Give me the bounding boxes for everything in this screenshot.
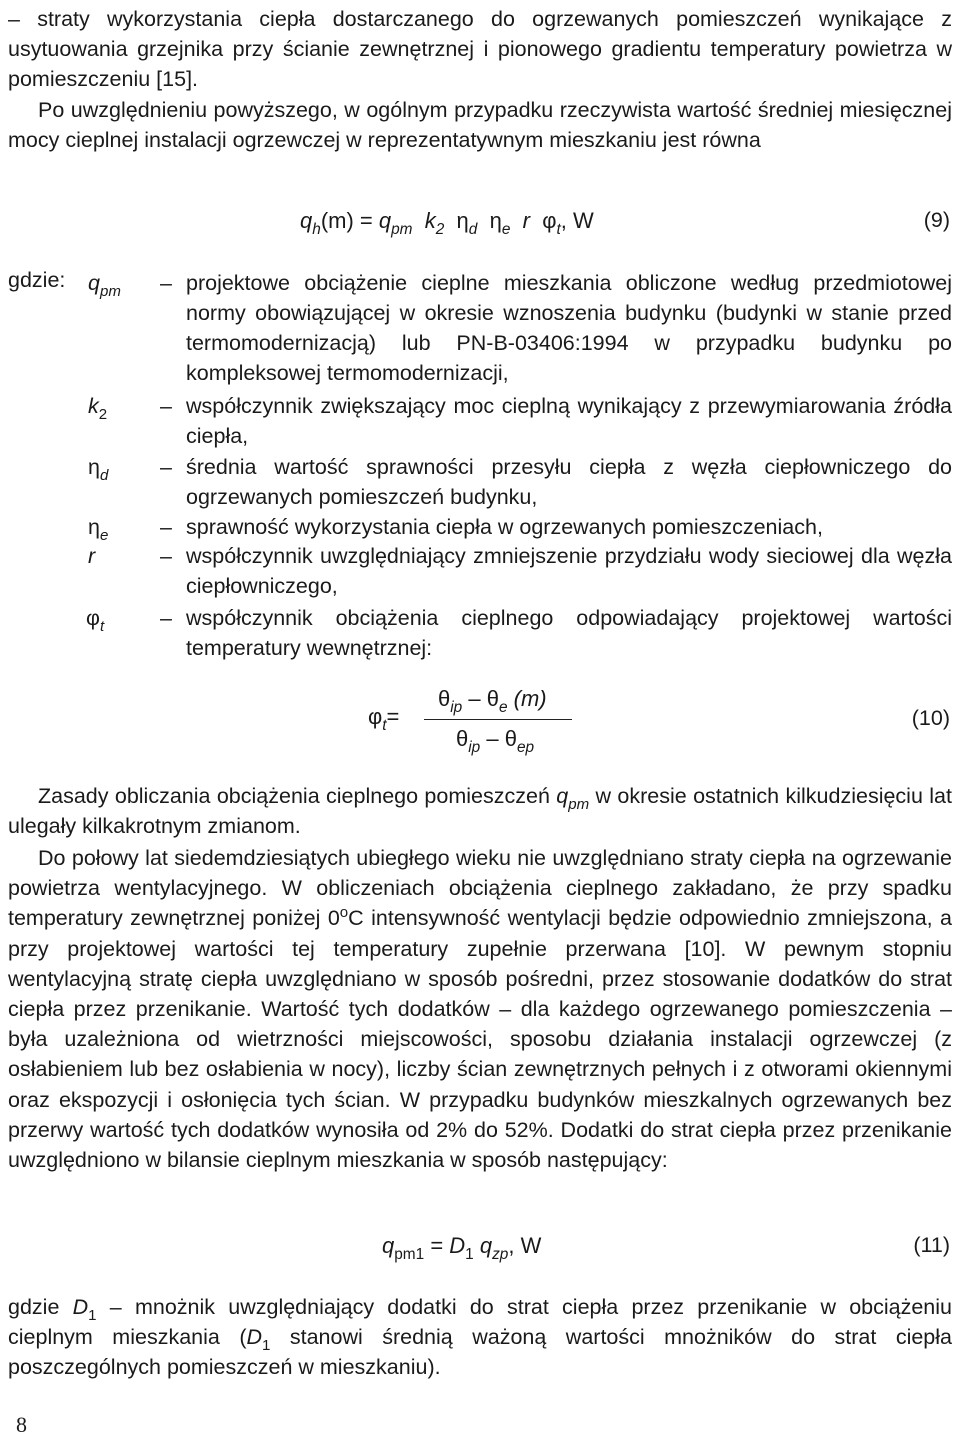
equation-9: $q_h(m) = q_{pm}$ $k_2$ $\eta_d$ $\eta_e$ r $\varphi_t$, W [300,208,594,238]
paragraph-history: Do połowy lat siedemdziesiątych ubiegłego wieku nie uwzględniano straty ciepła na ogrzewanie powietrza wentylacyjnego. W obliczeniach obciążenia cieplnego zakładano, że przy spadku temperatury zewnętrznej poniżej 0$^o$C intensywność wentylacji będzie odpowiednio zmniejszona, a przy projektowej wartości tej temperatury zupełnie przerwana [10]. W pewnym stopniu wentylacyjną stratę ciepła uwzględniano w sposób pośredni, przez stosowanie dodatków do strat ciepła przez przenikanie. Wartość tych dodatków – dla każdego ogrzewanego pomieszczenia – była uzależniona od wietrzności miejscowości, sposobu działania instalacji ogrzewczej (z osłabieniem lub bez osłabienia w nocy), liczby ścian zewnętrznych pełnych i z otworami okiennymi oraz ekspozycji i osłonięcia tych ścian. W przypadku budynków mieszkalnych ogrzewanych bez przerwy wartość tych dodatków wynosiła od 2% do 52%. Dodatki do strat ciepła przez przenikanie uwzględniono w bilansie cieplnym mieszkania w sposób następujący: [8,846,953,1173]
top-paragraph: – straty wykorzystania ciepła dostarczanego do ogrzewanych pomieszczeń wynikające z usytuowania grzejnika przy ścianie zewnętrznej i pionowego gradientu temperatury powietrza w pomieszczeniu [15]. [8,7,952,92]
equation-11: $q_{pm1} = D_1$ $q_{zp}$, W [382,1233,542,1263]
intro-paragraph: Po uwzględnieniu powyższego, w ogólnym przypadku rzeczywista wartość średniej miesięcznej mocy cieplnej instalacji ogrzewczej w reprezentatywnym mieszkaniu jest równa [8,98,952,153]
equation-10-number: (10) [911,706,950,730]
fraction-bar [424,719,572,720]
equation-9-number: (9) [923,208,950,232]
equation-10-denominator: $\theta_{ip} - \theta_{ep}$ [456,726,535,756]
equation-11-number: (11) [913,1233,950,1257]
page-number: 8 [16,1412,27,1437]
paragraph-rules: Zasady obliczania obciążenia cieplnego pomieszczeń $q_{pm}$ w okresie ostatnich kilkudziesięciu lat ulegały kilkakrotnym zmianom. [8,784,952,839]
definitions-lead: gdzie: [8,268,66,292]
equation-10-numerator: $\theta_{ip} - \theta_e$ (m) [438,686,547,716]
paragraph-d1-definition: gdzie $D_1$ – mnożnik uwzględniający dodatki do strat ciepła przez przenikanie w obciążeniu cieplnym mieszkania ($D_1$ stanowi średnią ważoną wartości mnożników do strat ciepła poszczególnych pomieszczeń w mieszkaniu). [8,1295,952,1380]
document-page: – straty wykorzystania ciepła dostarczanego do ogrzewanych pomieszczeń wynikające z usytuowania grzejnika przy ścianie zewnętrznej i pionowego gradientu temperatury powietrza w pomieszczeniu [15]. Po uwzględnieniu powyższego, w ogólnym przypadku rzeczywista wartość średniej miesięcznej mocy cieplnej instalacji ogrzewczej w reprezentatywnym mieszkaniu jest równa $q_h(m) = q_{pm}$ $k_2$ $\eta_d$ $\eta_e$ r $\varphi_t$, W (9) gdzie: $q_{pm}$ – projektowe obciążenie cieplne mieszkania obliczone według przedmiotowej normy obowiązującej w okresie wznoszenia budynku (budynki w stanie przed termomodernizacją) lub PN-B-03406:1994 w przypadku budynku po kompleksowej termomodernizacji, $k_2$ – współczynnik zwiększający moc cieplną wynikający z przewymiarowania źródła ciepła, $\eta_d$ – średnia wartość sprawności przesyłu ciepła z węzła ciepłowniczego do ogrzewanych pomieszczeń budynku, $\eta_e$ – sprawność wykorzystania ciepła w ogrzewanych pomieszczeniach, r – współczynnik uwzględniający zmniejszenie przydziału wody sieciowej dla węzła ciepłowniczego, $\varphi_t$ – współczynnik obciążenia cieplnego odpowiadający projektowej wartości temperatury wewnętrznej: $\varphi_t=$ $\theta_{ip} - \theta_e$ (m) $\theta_{ip} - \theta_{ep}$ (10) Zasady obliczania obciążenia cieplnego pomieszczeń $q_{pm}$ w okresie ostatnich kilkudziesięciu lat ulegały kilkakrotnym zmianom. Do połowy lat siedemdziesiątych ubiegłego wieku nie uwzględniano straty ciepła na ogrzewanie powietrza wentylacyjnego. W obliczeniach obciążenia cieplnego zakładano, że przy spadku temperatury zewnętrznej poniżej 0$^o$C intensywność wentylacji będzie odpowiednio zmniejszona, a przy projektowej wartości tej temperatury zupełnie przerwana [10]. W pewnym stopniu wentylacyjną stratę ciepła uwzględniano w sposób pośredni, przez stosowanie dodatków do strat ciepła przez przenikanie. Wartość tych dodatków – dla każdego ogrzewanego pomieszczenia – była uzależniona od wietrzności miejscowości, sposobu działania instalacji ogrzewczej (z osłabieniem lub bez osłabienia w nocy), liczby ścian zewnętrznych pełnych i z otworami okiennymi oraz ekspozycji i osłonięcia tych ścian. W przypadku budynków mieszkalnych ogrzewanych bez przerwy wartość tych dodatków wynosiła od 2% do 52%. Dodatki do strat ciepła przez przenikanie uwzględniono w bilansie cieplnym mieszkania w sposób następujący: $q_{pm1} = D_1$ $q_{zp}$, W (11) gdzie $D_1$ – mnożnik uwzględniający dodatki do strat ciepła przez przenikanie w obciążeniu cieplnym mieszkania ($D_1$ stanowi średnią ważoną wartości mnożników do strat ciepła poszczególnych pomieszczeń w mieszkaniu). 8 [0,0,960,1445]
